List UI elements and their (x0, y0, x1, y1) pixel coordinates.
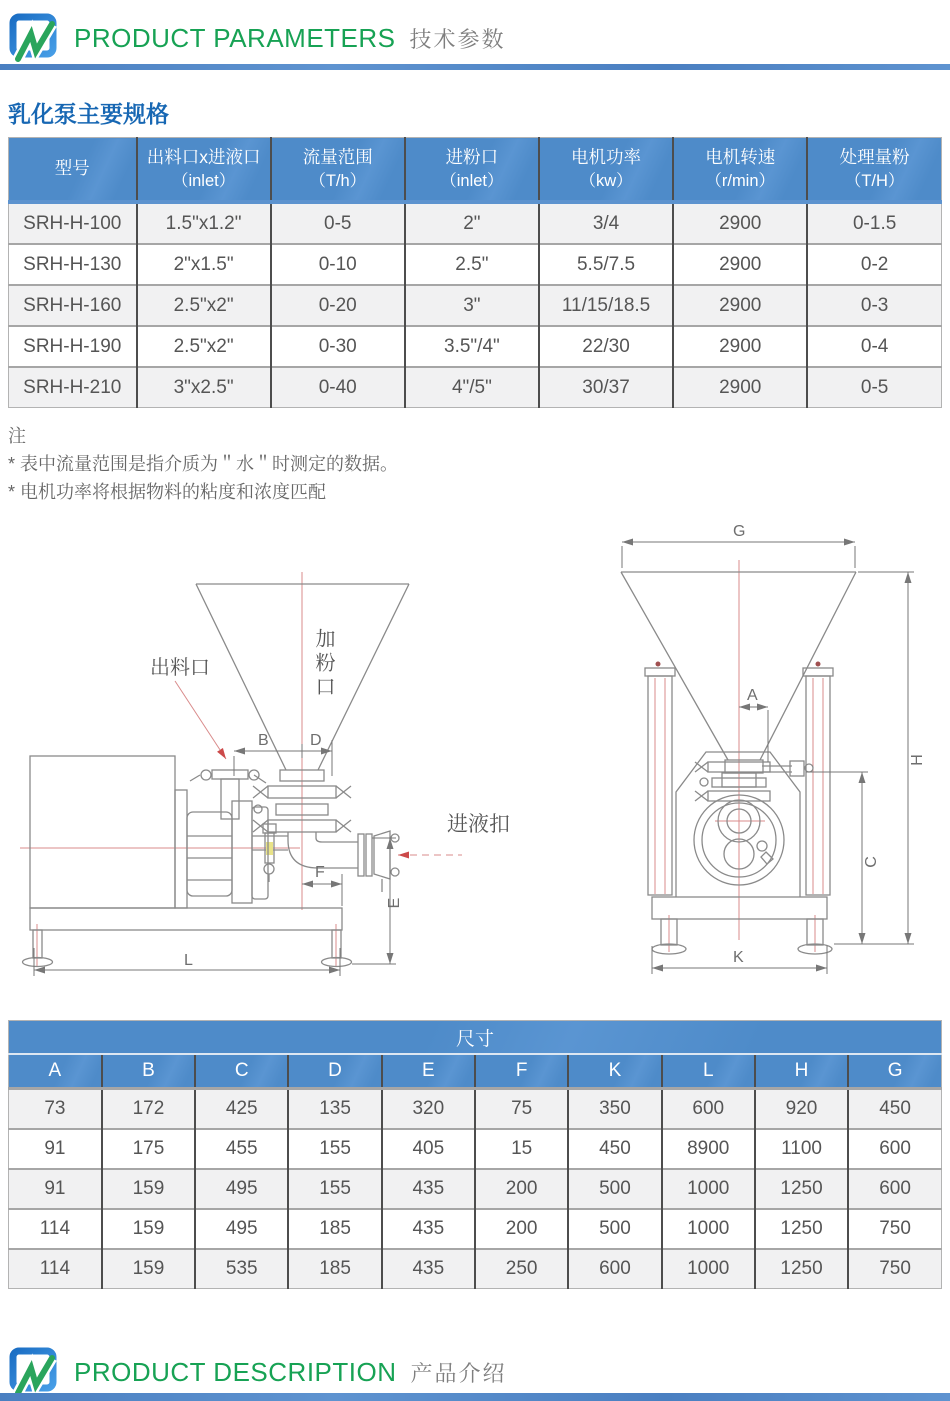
dim-cell: 155 (288, 1129, 381, 1169)
dim-cell: 320 (382, 1089, 475, 1130)
dim-cell: 600 (848, 1129, 941, 1169)
spec-cell: 2.5"x2" (137, 326, 271, 367)
spec-cell: 0-4 (807, 326, 941, 367)
dim-header: B (102, 1054, 195, 1089)
dim-cell: 175 (102, 1129, 195, 1169)
spec-cell: 2.5" (405, 244, 539, 285)
dim-cell: 250 (475, 1249, 568, 1289)
spec-cell: 3" (405, 285, 539, 326)
dim-cell: 185 (288, 1209, 381, 1249)
spec-cell: 3/4 (539, 202, 673, 244)
dim-cell: 1000 (662, 1249, 755, 1289)
top-banner (0, 0, 950, 64)
dim-label-f: F (315, 864, 325, 881)
spec-cell: 0-20 (271, 285, 405, 326)
spec-cell: 0-1.5 (807, 202, 941, 244)
bottom-divider-bar (0, 1393, 950, 1401)
dim-cell: 155 (288, 1169, 381, 1209)
top-divider-bar (0, 64, 950, 70)
dim-table-title: 尺寸 (9, 1021, 942, 1055)
dim-header: A (9, 1054, 102, 1089)
dim-label-h: H (909, 754, 926, 766)
dim-cell: 920 (755, 1089, 848, 1130)
dim-label-l: L (184, 952, 193, 969)
spec-cell: 2900 (673, 326, 807, 367)
dim-header: D (288, 1054, 381, 1089)
brand-logo-icon (8, 13, 60, 63)
spec-cell: 0-40 (271, 367, 405, 408)
dim-cell: 535 (195, 1249, 288, 1289)
dim-cell: 600 (568, 1249, 661, 1289)
spec-cell: 2900 (673, 244, 807, 285)
spec-cell: 0-30 (271, 326, 405, 367)
dim-cell: 172 (102, 1089, 195, 1130)
dim-cell: 1000 (662, 1169, 755, 1209)
notes-label: 注 (8, 426, 26, 446)
front-view-drawing (600, 510, 950, 1000)
dim-label-d: D (310, 732, 322, 749)
spec-row (9, 244, 942, 285)
spec-cell: 2"x1.5" (137, 244, 271, 285)
note-line: * 电机功率将根据物料的粘度和浓度匹配 (8, 482, 327, 502)
spec-model-cell: SRH-H-130 (9, 244, 137, 285)
spec-cell: 2900 (673, 285, 807, 326)
dim-header: H (755, 1054, 848, 1089)
liquid-inlet-label: 进液扣 (447, 813, 510, 836)
dim-cell: 500 (568, 1209, 661, 1249)
spec-cell: 30/37 (539, 367, 673, 408)
dim-cell: 600 (662, 1089, 755, 1130)
brand-logo-icon (8, 1347, 60, 1397)
spec-header-flow: 流量范围 （T/h） (271, 138, 405, 203)
spec-cell: 2.5"x2" (137, 285, 271, 326)
dim-header: F (475, 1054, 568, 1089)
dim-cell: 455 (195, 1129, 288, 1169)
dim-label-a: A (747, 687, 758, 704)
dim-cell: 500 (568, 1169, 661, 1209)
powder-inlet-label: 加粉口 (312, 628, 334, 700)
spec-header-capacity: 处理量粉 （T/H） (807, 138, 941, 203)
dim-cell: 425 (195, 1089, 288, 1130)
spec-model-cell: SRH-H-210 (9, 367, 137, 408)
dim-table-title-row (9, 1021, 942, 1055)
spec-model-cell: SRH-H-190 (9, 326, 137, 367)
notes-block (8, 422, 950, 506)
spec-cell: 3"x2.5" (137, 367, 271, 408)
bottom-banner (0, 1334, 507, 1398)
spec-header-outlet-inlet: 出料口x进液口 （inlet） (137, 138, 271, 203)
technical-drawings (0, 510, 950, 1006)
banner-title-zh: 技术参数 (409, 26, 506, 52)
dim-cell: 114 (9, 1249, 102, 1289)
dim-row (9, 1169, 942, 1209)
spec-row (9, 285, 942, 326)
dim-cell: 1250 (755, 1209, 848, 1249)
spec-cell: 0-5 (807, 367, 941, 408)
spec-row (9, 202, 942, 244)
dim-cell: 1250 (755, 1169, 848, 1209)
dim-cell: 75 (475, 1089, 568, 1130)
dim-header: C (195, 1054, 288, 1089)
dim-header: E (382, 1054, 475, 1089)
dim-cell: 1250 (755, 1249, 848, 1289)
spec-header-motor-power: 电机功率 （kw） (539, 138, 673, 203)
spec-cell: 0-2 (807, 244, 941, 285)
dim-label-g: G (733, 523, 746, 540)
spec-cell: 2" (405, 202, 539, 244)
spec-model-cell: SRH-H-100 (9, 202, 137, 244)
dim-cell: 159 (102, 1169, 195, 1209)
banner-title-en: PRODUCT DESCRIPTION (74, 1356, 397, 1387)
spec-cell: 22/30 (539, 326, 673, 367)
spec-model-cell: SRH-H-160 (9, 285, 137, 326)
dim-header-row (9, 1054, 942, 1089)
dim-cell: 435 (382, 1169, 475, 1209)
dim-cell: 495 (195, 1169, 288, 1209)
side-view-drawing (0, 518, 580, 998)
dim-header: K (568, 1054, 661, 1089)
spec-header-motor-speed: 电机转速 （r/min） (673, 138, 807, 203)
dim-cell: 435 (382, 1249, 475, 1289)
dim-cell: 750 (848, 1209, 941, 1249)
spec-row (9, 326, 942, 367)
dim-cell: 159 (102, 1209, 195, 1249)
dim-cell: 8900 (662, 1129, 755, 1169)
spec-section-title: 乳化泵主要规格 (8, 101, 169, 127)
dim-cell: 450 (848, 1089, 941, 1130)
dim-cell: 405 (382, 1129, 475, 1169)
dim-cell: 15 (475, 1129, 568, 1169)
spec-cell: 3.5"/4" (405, 326, 539, 367)
dim-cell: 495 (195, 1209, 288, 1249)
spec-header-model: 型号 (9, 138, 137, 203)
dim-label-k: K (733, 949, 744, 966)
dim-cell: 185 (288, 1249, 381, 1289)
spec-cell: 0-3 (807, 285, 941, 326)
dim-row (9, 1089, 942, 1130)
dim-cell: 1100 (755, 1129, 848, 1169)
spec-cell: 2900 (673, 202, 807, 244)
dim-cell: 91 (9, 1129, 102, 1169)
dim-cell: 600 (848, 1169, 941, 1209)
banner-title-en: PRODUCT PARAMETERS (74, 22, 396, 53)
dim-cell: 135 (288, 1089, 381, 1130)
dim-cell: 1000 (662, 1209, 755, 1249)
dim-label-e: E (386, 897, 403, 909)
spec-cell: 1.5"x1.2" (137, 202, 271, 244)
note-line: * 表中流量范围是指介质为＂水＂时测定的数据。 (8, 454, 399, 474)
spec-cell: 0-5 (271, 202, 405, 244)
spec-header-row (9, 138, 942, 203)
dim-label-b: B (258, 732, 269, 749)
spec-cell: 2900 (673, 367, 807, 408)
dimensions-table (8, 1020, 942, 1289)
spec-cell: 4"/5" (405, 367, 539, 408)
dim-cell: 114 (9, 1209, 102, 1249)
dim-cell: 200 (475, 1169, 568, 1209)
spec-header-powder-port: 进粉口 （inlet） (405, 138, 539, 203)
spec-table (8, 137, 942, 408)
spec-row (9, 367, 942, 408)
dim-header: G (848, 1054, 941, 1089)
dim-row (9, 1129, 942, 1169)
dim-cell: 73 (9, 1089, 102, 1130)
dim-cell: 750 (848, 1249, 941, 1289)
dim-header: L (662, 1054, 755, 1089)
dim-cell: 450 (568, 1129, 661, 1169)
spec-cell: 0-10 (271, 244, 405, 285)
dim-cell: 91 (9, 1169, 102, 1209)
spec-cell: 5.5/7.5 (539, 244, 673, 285)
dim-cell: 159 (102, 1249, 195, 1289)
dim-row (9, 1249, 942, 1289)
dim-cell: 200 (475, 1209, 568, 1249)
banner-title-zh: 产品介绍 (410, 1360, 507, 1386)
outlet-port-label: 出料口 (150, 657, 210, 679)
dim-label-c: C (863, 856, 880, 868)
dim-cell: 435 (382, 1209, 475, 1249)
dim-row (9, 1209, 942, 1249)
dim-cell: 350 (568, 1089, 661, 1130)
spec-cell: 11/15/18.5 (539, 285, 673, 326)
